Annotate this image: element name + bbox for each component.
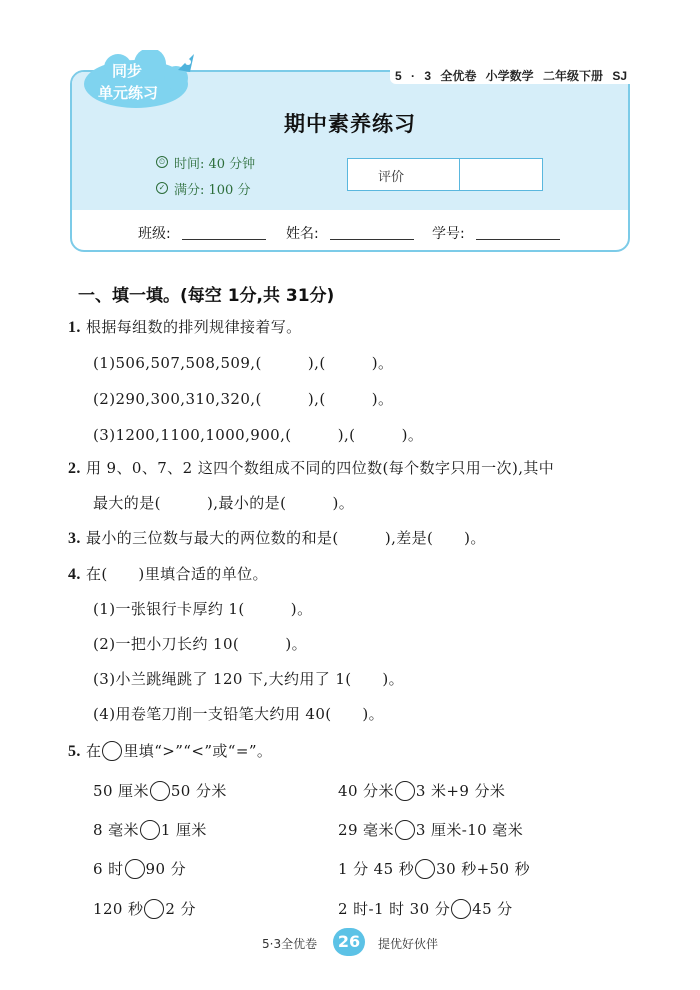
compare-left: 50 厘米 [93, 782, 149, 800]
question-1-item-3: (3)1200,1100,1000,900,( ),( )。 [93, 426, 424, 444]
class-label: 班级: [138, 226, 171, 242]
question-4-item-1: (1)一张银行卡厚约 1( )。 [93, 600, 313, 618]
clock-icon: ⏲ [156, 156, 168, 168]
footer-left: 5·3全优卷 [262, 937, 318, 951]
compare-right: 3 米+9 分米 [415, 782, 506, 800]
compare-circle[interactable] [395, 820, 415, 840]
question-4-item-2: (2)一把小刀长约 10( )。 [93, 635, 308, 653]
badge-line1: 同步 [112, 62, 143, 80]
series-label: 5 · 3 全优卷 小学数学 二年级下册 SJ [395, 69, 628, 83]
id-label: 学号: [432, 226, 465, 242]
compare-circle-example [102, 741, 122, 761]
compare-row [338, 858, 530, 879]
compare-left: 40 分米 [338, 782, 394, 800]
compare-left: 120 秒 [93, 900, 144, 918]
compare-circle[interactable] [150, 781, 170, 801]
question-5 [68, 740, 272, 761]
question-3-text: 最小的三位数与最大的两位数的和是( ),差是( )。 [85, 529, 486, 547]
question-4 [68, 563, 268, 584]
question-1-item-2: (2)290,300,310,320,( ),( )。 [93, 390, 394, 408]
compare-right: 45 分 [472, 900, 513, 918]
compare-left: 8 毫米 [93, 821, 139, 839]
question-3 [68, 527, 486, 548]
question-2-line1: 用 9、0、7、2 这四个数组成不同的四位数(每个数字只用一次),其中 [85, 459, 555, 477]
compare-right: 90 分 [145, 860, 186, 878]
check-icon: ✓ [156, 182, 168, 194]
page-title: 期中素养练习 [284, 112, 416, 136]
compare-right: 3 厘米-10 毫米 [415, 821, 524, 839]
compare-row [93, 780, 227, 801]
id-field[interactable] [476, 239, 560, 240]
compare-left: 6 时 [93, 860, 124, 878]
section-heading: 一、填一填。(每空 1分,共 31分) [78, 286, 335, 306]
class-field[interactable] [182, 239, 266, 240]
question-1-number: 1. [68, 319, 81, 336]
compare-circle[interactable] [125, 859, 145, 879]
evaluation-divider [459, 158, 460, 191]
compare-right: 1 厘米 [160, 821, 207, 839]
compare-right: 30 秒+50 秒 [436, 860, 531, 878]
full-score: 满分: 100 分 [174, 183, 251, 198]
question-1 [68, 316, 302, 337]
footer-right: 提优好伙伴 [378, 937, 439, 951]
question-1-item-1: (1)506,507,508,509,( ),( )。 [93, 354, 394, 372]
compare-row [93, 858, 186, 879]
question-1-text: 根据每组数的排列规律接着写。 [85, 318, 302, 336]
question-2-number: 2. [68, 460, 81, 477]
compare-circle[interactable] [451, 899, 471, 919]
compare-row [338, 898, 513, 919]
name-field[interactable] [330, 239, 414, 240]
compare-left: 29 毫米 [338, 821, 394, 839]
compare-left: 1 分 45 秒 [338, 860, 415, 878]
compare-row [338, 819, 523, 840]
question-5-pre: 在 [85, 742, 102, 760]
compare-right: 50 分米 [170, 782, 227, 800]
compare-row [93, 819, 207, 840]
compare-circle[interactable] [415, 859, 435, 879]
question-4-number: 4. [68, 566, 81, 583]
compare-left: 2 时-1 时 30 分 [338, 900, 451, 918]
badge-line2: 单元练习 [98, 84, 159, 102]
page-number: 26 [333, 928, 365, 956]
question-2 [68, 457, 554, 478]
compare-row [93, 898, 196, 919]
evaluation-label: 评价 [378, 170, 405, 185]
compare-circle[interactable] [144, 899, 164, 919]
compare-circle[interactable] [395, 781, 415, 801]
compare-right: 2 分 [165, 900, 196, 918]
name-label: 姓名: [286, 226, 319, 242]
question-4-item-3: (3)小兰跳绳跳了 120 下,大约用了 1( )。 [93, 670, 404, 688]
question-4-item-4: (4)用卷笔刀削一支铅笔大约用 40( )。 [93, 705, 385, 723]
compare-circle[interactable] [140, 820, 160, 840]
question-2-line2: 最大的是( ),最小的是( )。 [93, 494, 355, 512]
question-5-post: 里填“>”“<”或“=”。 [123, 742, 273, 760]
evaluation-field[interactable] [462, 160, 541, 189]
compare-row [338, 780, 505, 801]
time-limit: 时间: 40 分钟 [174, 157, 256, 172]
question-4-text: 在( )里填合适的单位。 [85, 565, 268, 583]
question-5-number: 5. [68, 743, 81, 760]
question-3-number: 3. [68, 530, 81, 547]
